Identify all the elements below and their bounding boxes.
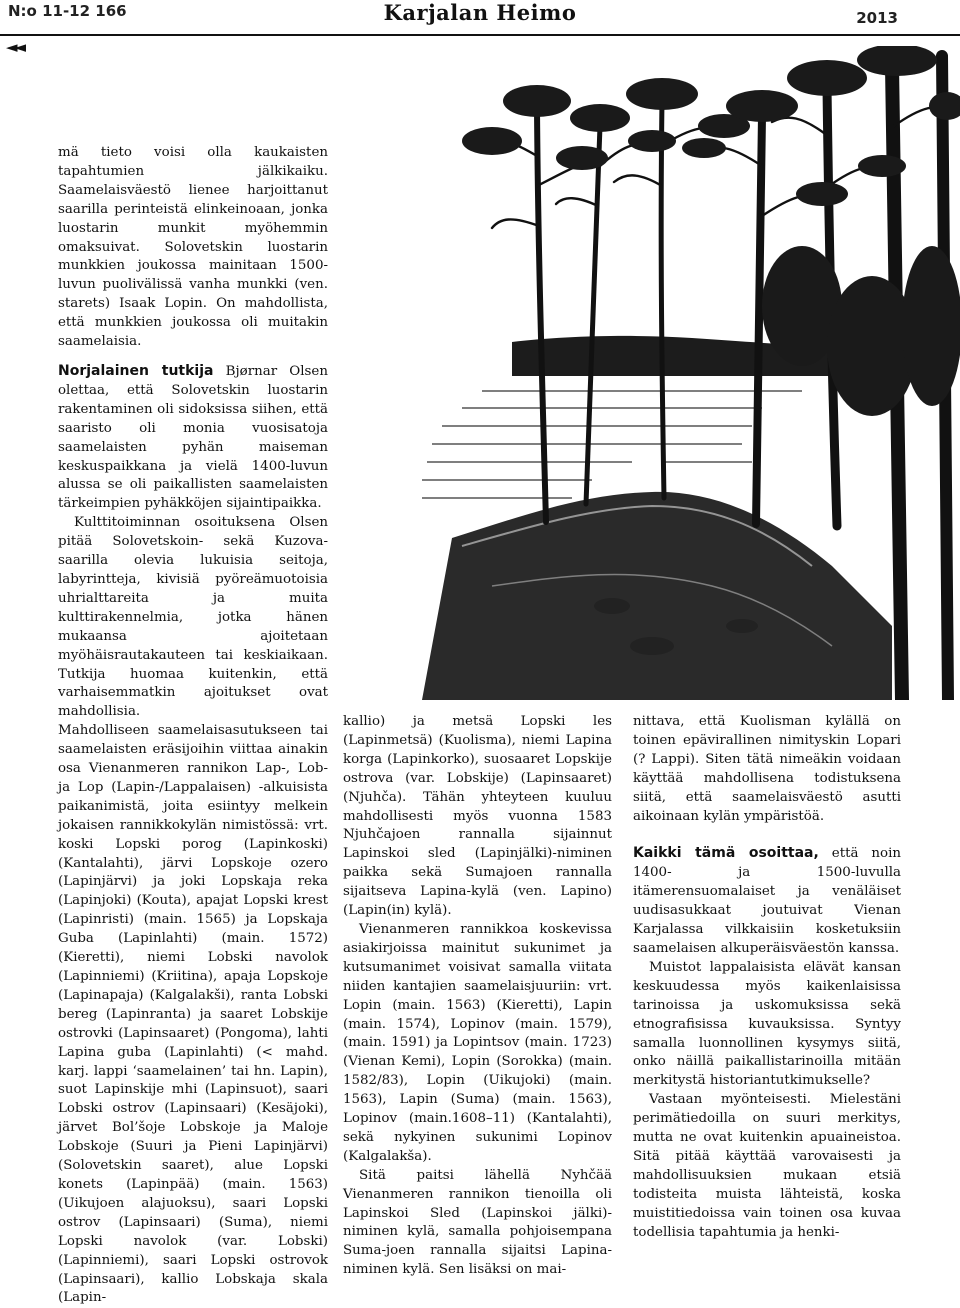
header-rule bbox=[0, 34, 960, 36]
paragraph-text: Bjørnar Olsen olettaa, että Solovetskin luostarin rakentaminen oli sidoksissa siihen, että saaristo oli monia vuosisatoja saamelaisten pyhän maiseman keskuspaikkana ja vielä 1400-luvun alussa se oli paikallisten saamelaisten tärkeimpien pyhäkköjen sijaintipaikka. bbox=[58, 364, 328, 512]
column-3 bbox=[633, 713, 901, 1242]
paragraph-text: että noin 1400- ja 1500-luvulla itämerensuomalaiset ja venäläiset uudisasukkaat joutuivat Vienan Karjalassa vilkkaisiin kosketuksiin saamelaisen alkuperäisväestön kanssa. bbox=[633, 846, 901, 956]
paragraph: Vienanmeren rannikkoa koskevissa asiakirjoissa mainitut sukunimet ja kutsumanimet voisivat samalla viitata niiden kantajien saamelaisjuuriin: vrt. Lopin (main. 1563) (Kieretti), Lapin (main. 1574), Lopinov (main. 1579), (main. 1591) ja Lopintsov (main. 1723) (Vienan Kemi), Lopin (Sorokka) (main. 1582/83), Lopin (Uikujoki) (main. 1563), Lapin (Suma) (main. 1563), Lopinov (main.1608–11) (Kantalahti), sekä nykyinen sukunimi Lopinov (Kalgalakša). bbox=[343, 921, 612, 1164]
paragraph-lead-in: Norjalainen tutkija bbox=[58, 363, 214, 379]
paragraph: Kulttitoiminnan osoituksena Olsen pitää Solovetskoin- sekä Kuzova-saarilla olevia lukuisia seitoja, labyrintteja, kivisiä pyöreämuotoisia uhrialttareita ja muita kulttirakennelmia, jotka hänen mukaansa ajoitetaan myöhäisrautakauteen tai keskiaikaan. Tutkija huomaa kuitenkin, että varhaisemmatkin ajoitukset ovat mahdollisia. bbox=[58, 515, 328, 720]
column-1-top bbox=[58, 144, 328, 352]
column-2 bbox=[343, 713, 612, 1280]
paragraph: Sitä paitsi lähellä Nyhčää Vienanmeren rannikon tienoilla oli Lapinskoi Sled (Lapinskoi jälki)-niminen kylä, samalla pohjoisempana Suma-joen rannalla sijaitsi Lapina-niminen kylä. Sen lisäksi on mai- bbox=[343, 1167, 612, 1278]
paragraph: kallio) ja metsä Lopski les (Lapinmetsä) (Kuolisma), niemi Lapina korga (Lapinkorko), suosaaret Lopskije ostrova (var. Lobskije) (Lapinsaaret) (Njuhča). Tähän yhteyteen kuuluu mahdollisesti myös vuonna 1583 Njuhčajoen rannalla sijainnut Lapinskoi sled (Lapinjälki)-niminen paikka sekä Sumajoen rannalla sijaitseva Lapina-kylä (ven. Lapino) (Lapin(in) kylä). bbox=[343, 714, 612, 919]
paragraph: Muistot lappalaisista elävät kansan keskuudessa myös kaikenlaisissa tarinoissa ja uskomuksissa sekä etnografisissa kuvauksissa. Syntyy samalla luonnollinen kysymys siitä, onko näillä paikallistarinoilla mitään merkitystä historiantutkimukselle? bbox=[633, 959, 901, 1089]
paragraph: Mahdolliseen saamelaisasutukseen tai saamelaisten eräsijoihin viittaa ainakin osa Vienanmeren rannikon Lap-, Lob- ja Lop (Lapin-/Lappalaisen) -alkuisista paikanimistä, joita esiintyy melkein jokaisen rannikkokylän nimistössä: vrt. koski Lopski porog (Lapinkoski) (Kantalahti), järvi Lopskoje ozero (Lapinjärvi) ja joki Lopskaja reka (Lapinjoki) (Kouta), apajat Lopski krest (Lapinristi) (main. 1565) ja Lopskaja Guba (Lapinlahti) (main. 1572) (Kieretti), niemi Lobski navolok (Lapinniemi) (Kriitina), apaja Lopskoje (Lapinapaja) (Kalgalakši), ranta Lobski bereg (Lapinranta) ja saaret Lobskije ostrovki (Lapinsaaret) (Pongoma), lahti Lapina guba (Lapinlahti) (< mahd. karj. lappi ‘saamelainen’ tai hn. Lapin), suot Lapinskije mhi (Lapinsuot), saari Lobski ostrov (Lapinsaari) (Kesäjoki), järvet Bol’šoje Lobskoje ja Maloje Lobskoje (Suuri ja Pieni Lapinjärvi) (Solovetskin saaret), alue Lopski konets (Lapinpää) (main. 1563) (Uikujoen alajuoksu), saari Lopski ostrov (Lapinsaari) (Suma), niemi Lopski navolok (var. Lobski) (Lapinniemi), saari Lopski ostrovok (Lapinsaari), kallio Lobskaja skala (Lapin- bbox=[58, 723, 328, 1306]
lakeshore-trees-illustration bbox=[332, 46, 960, 700]
paragraph: Vastaan myönteisesti. Mielestäni perimätiedoilla on suuri merkitys, mutta ne ovat kuitenkin apuaineistoa. Sitä pitää käyttää varovaisesti ja mahdollisuuksien mukaan etsiä todisteita muista lähteistä, koska muistitiedoissa vain toinen osa kuvaa todellisia tapahtumia ja henki- bbox=[633, 1092, 901, 1240]
shore-mound bbox=[422, 492, 892, 700]
issue-number: N:o 11-12 166 bbox=[8, 2, 127, 20]
paragraph: mä tieto voisi olla kaukaisten tapahtumien jälkikaiku. Saamelaisväestö lienee harjoittanut saarilla perinteistä elinkeinoaan, jonka luostarin munkit myöhemmin omaksuivat. Solovetskin luostarin munkkien joukossa mainitaan 1500-luvun puolivälissä vanha munkki (ven. starets) Isaak Lopin. On mahdollista, että munkkien joukossa oli muitakin saamelaisia. bbox=[58, 145, 328, 350]
page-header bbox=[0, 0, 960, 34]
paragraph-lead-in: Kaikki tämä osoittaa, bbox=[633, 845, 819, 862]
masthead-title: Karjalan Heimo bbox=[383, 0, 577, 25]
paragraph: nittava, että Kuolisman kylällä on toinen epävirallinen nimityskin Lopari (? Lappi). Siten tätä nimeäkin voidaan käyttää mahdollisena todistuksena siitä, että saamelaisväestö asutti aikoinaan kylän ympäristöä. bbox=[633, 714, 901, 824]
paragraph bbox=[58, 362, 328, 514]
previous-page-icon[interactable]: ◄◄ bbox=[6, 38, 24, 56]
column-1-main bbox=[58, 362, 328, 1308]
issue-year: 2013 bbox=[856, 9, 898, 27]
paragraph bbox=[633, 844, 901, 958]
